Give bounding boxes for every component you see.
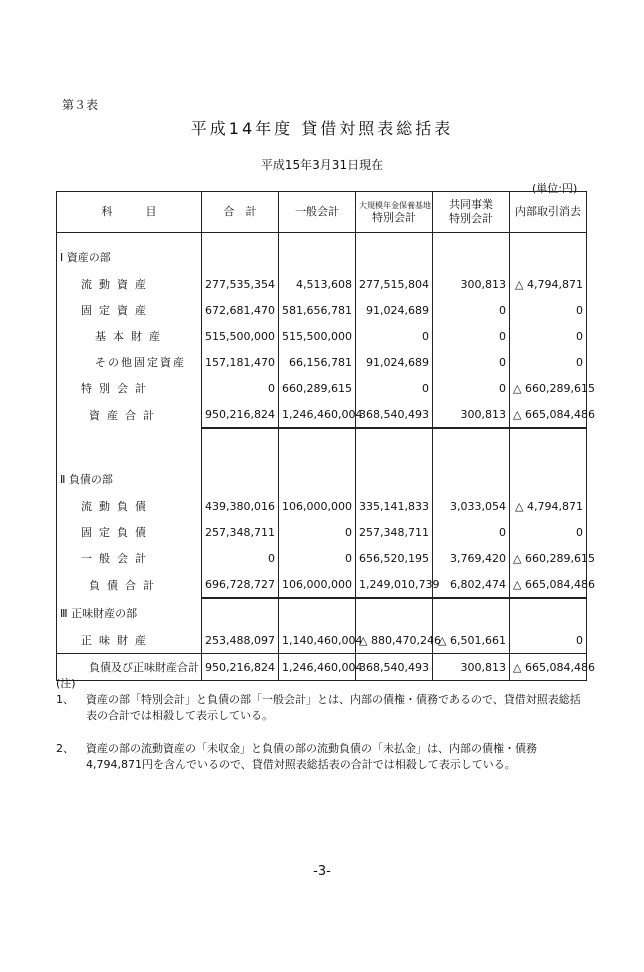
cell-value: 106,000,000: [279, 571, 356, 598]
cell-value: 656,520,195: [356, 545, 433, 571]
row-label: 基本財産: [57, 323, 202, 349]
cell-value: 0: [433, 375, 510, 401]
cell-value: 0: [433, 349, 510, 375]
cell-value: △ 665,084,486: [510, 654, 587, 681]
cell-value: 300,813: [433, 271, 510, 297]
cell-value: 106,000,000: [279, 493, 356, 519]
unit-label: (単位:円): [532, 182, 578, 195]
cell-value: 515,500,000: [202, 323, 279, 349]
cell-value: △ 665,084,486: [510, 571, 587, 598]
row-label: 特別会計: [57, 375, 202, 401]
table-row: [57, 401, 587, 428]
cell-value: 300,813: [433, 401, 510, 428]
note-number: 2、: [56, 742, 74, 755]
table-row: [57, 571, 587, 598]
cell-value: 581,656,781: [279, 297, 356, 323]
row-label: 一般会計: [57, 545, 202, 571]
cell-value: 0: [433, 297, 510, 323]
table-number: 第３表: [62, 98, 99, 112]
cell-value: 660,289,615: [279, 375, 356, 401]
cell-value: 515,500,000: [279, 323, 356, 349]
section-net-assets-row: [57, 598, 587, 627]
cell-value: 368,540,493: [356, 654, 433, 681]
cell-value: 0: [202, 545, 279, 571]
cell-value: 0: [279, 519, 356, 545]
header-row: [57, 192, 587, 233]
row-label: 資産合計: [57, 401, 202, 428]
cell-value: 1,246,460,004: [279, 401, 356, 428]
cell-value: 0: [356, 323, 433, 349]
row-label: 固定負債: [57, 519, 202, 545]
cell-value: 950,216,824: [202, 401, 279, 428]
table-row: [57, 323, 587, 349]
cell-value: 1,249,010,739: [356, 571, 433, 598]
cell-value: 0: [202, 375, 279, 401]
col-special-line1: 大規模年金保養基地: [359, 201, 431, 210]
cell-value: 1,140,460,004: [279, 627, 356, 654]
cell-value: 257,348,711: [356, 519, 433, 545]
section-assets-row: [57, 243, 587, 271]
table-row: [57, 627, 587, 654]
cell-value: △ 6,501,661: [433, 627, 510, 654]
note-text: 資産の部の流動資産の「未収金」と負債の部の流動負債の「未払金」は、内部の債権・債務4,794,871円を含んでいるので、貸借対照表総括表の合計では相殺して表示している。: [86, 742, 537, 771]
table-row: [57, 654, 587, 681]
cell-value: 1,246,460,004: [279, 654, 356, 681]
section-liabilities-row: [57, 465, 587, 493]
cell-value: 3,033,054: [433, 493, 510, 519]
col-elimination: 内部取引消去: [510, 192, 587, 233]
cell-value: 277,515,804: [356, 271, 433, 297]
col-total: 合 計: [202, 192, 279, 233]
cell-value: 91,024,689: [356, 297, 433, 323]
row-label: 正味財産: [57, 627, 202, 654]
cell-value: 300,813: [433, 654, 510, 681]
table-row: [57, 271, 587, 297]
cell-value: 0: [510, 519, 587, 545]
row-label: 固定資産: [57, 297, 202, 323]
table-row: [57, 375, 587, 401]
row-label: 流動資産: [57, 271, 202, 297]
section-assets: Ⅰ 資産の部: [57, 243, 202, 271]
cell-value: △ 660,289,615: [510, 375, 587, 401]
cell-value: 0: [279, 545, 356, 571]
cell-value: △ 665,084,486: [510, 401, 587, 428]
row-label: 負債合計: [57, 571, 202, 598]
table-row: [57, 493, 587, 519]
note-2: [56, 741, 586, 775]
cell-value: 368,540,493: [356, 401, 433, 428]
section-liabilities: Ⅱ 負債の部: [57, 465, 202, 493]
cell-value: 0: [510, 349, 587, 375]
cell-value: 696,728,727: [202, 571, 279, 598]
col-subject: 科 目: [57, 192, 202, 233]
section-net-assets: Ⅲ 正味財産の部: [57, 598, 202, 627]
cell-value: △ 4,794,871: [510, 271, 587, 297]
cell-value: 91,024,689: [356, 349, 433, 375]
cell-value: 253,488,097: [202, 627, 279, 654]
cell-value: 66,156,781: [279, 349, 356, 375]
page-number: -3-: [313, 864, 331, 879]
cell-value: 672,681,470: [202, 297, 279, 323]
cell-value: △ 660,289,615: [510, 545, 587, 571]
cell-value: 277,535,354: [202, 271, 279, 297]
cell-value: 0: [510, 627, 587, 654]
document-title: 平成14年度 貸借対照表総括表: [190, 119, 454, 138]
row-label: 負債及び正味財産合計: [57, 654, 202, 681]
col-special-line2: 特別会計: [372, 211, 416, 224]
col-special: [356, 192, 433, 233]
note-1: [56, 692, 586, 726]
cell-value: 157,181,470: [202, 349, 279, 375]
note-number: 1、: [56, 693, 74, 706]
cell-value: 257,348,711: [202, 519, 279, 545]
cell-value: 6,802,474: [433, 571, 510, 598]
note-text: 資産の部「特別会計」と負債の部「一般会計」とは、内部の債権・債務であるので、貸借対照表総括表の合計では相殺して表示している。: [86, 693, 581, 722]
row-label: 流動負債: [57, 493, 202, 519]
cell-value: 439,380,016: [202, 493, 279, 519]
cell-value: 950,216,824: [202, 654, 279, 681]
balance-sheet-table: [56, 191, 595, 681]
as-of-date: 平成15年3月31日現在: [260, 158, 384, 172]
cell-value: 0: [510, 297, 587, 323]
col-joint-line2: 特別会計: [449, 212, 493, 225]
col-joint: [433, 192, 510, 233]
col-joint-line1: 共同事業: [449, 198, 493, 211]
cell-value: 335,141,833: [356, 493, 433, 519]
col-general: 一般会計: [279, 192, 356, 233]
cell-value: △ 4,794,871: [510, 493, 587, 519]
cell-value: 3,769,420: [433, 545, 510, 571]
table-row: [57, 545, 587, 571]
row-label: その他固定資産: [57, 349, 202, 375]
cell-value: 0: [356, 375, 433, 401]
cell-value: 4,513,608: [279, 271, 356, 297]
table-row: [57, 297, 587, 323]
cell-value: △ 880,470,246: [356, 627, 433, 654]
cell-value: 0: [433, 323, 510, 349]
table-row: [57, 349, 587, 375]
cell-value: 0: [433, 519, 510, 545]
table-row: [57, 519, 587, 545]
cell-value: 0: [510, 323, 587, 349]
notes-heading: (注): [56, 677, 76, 690]
